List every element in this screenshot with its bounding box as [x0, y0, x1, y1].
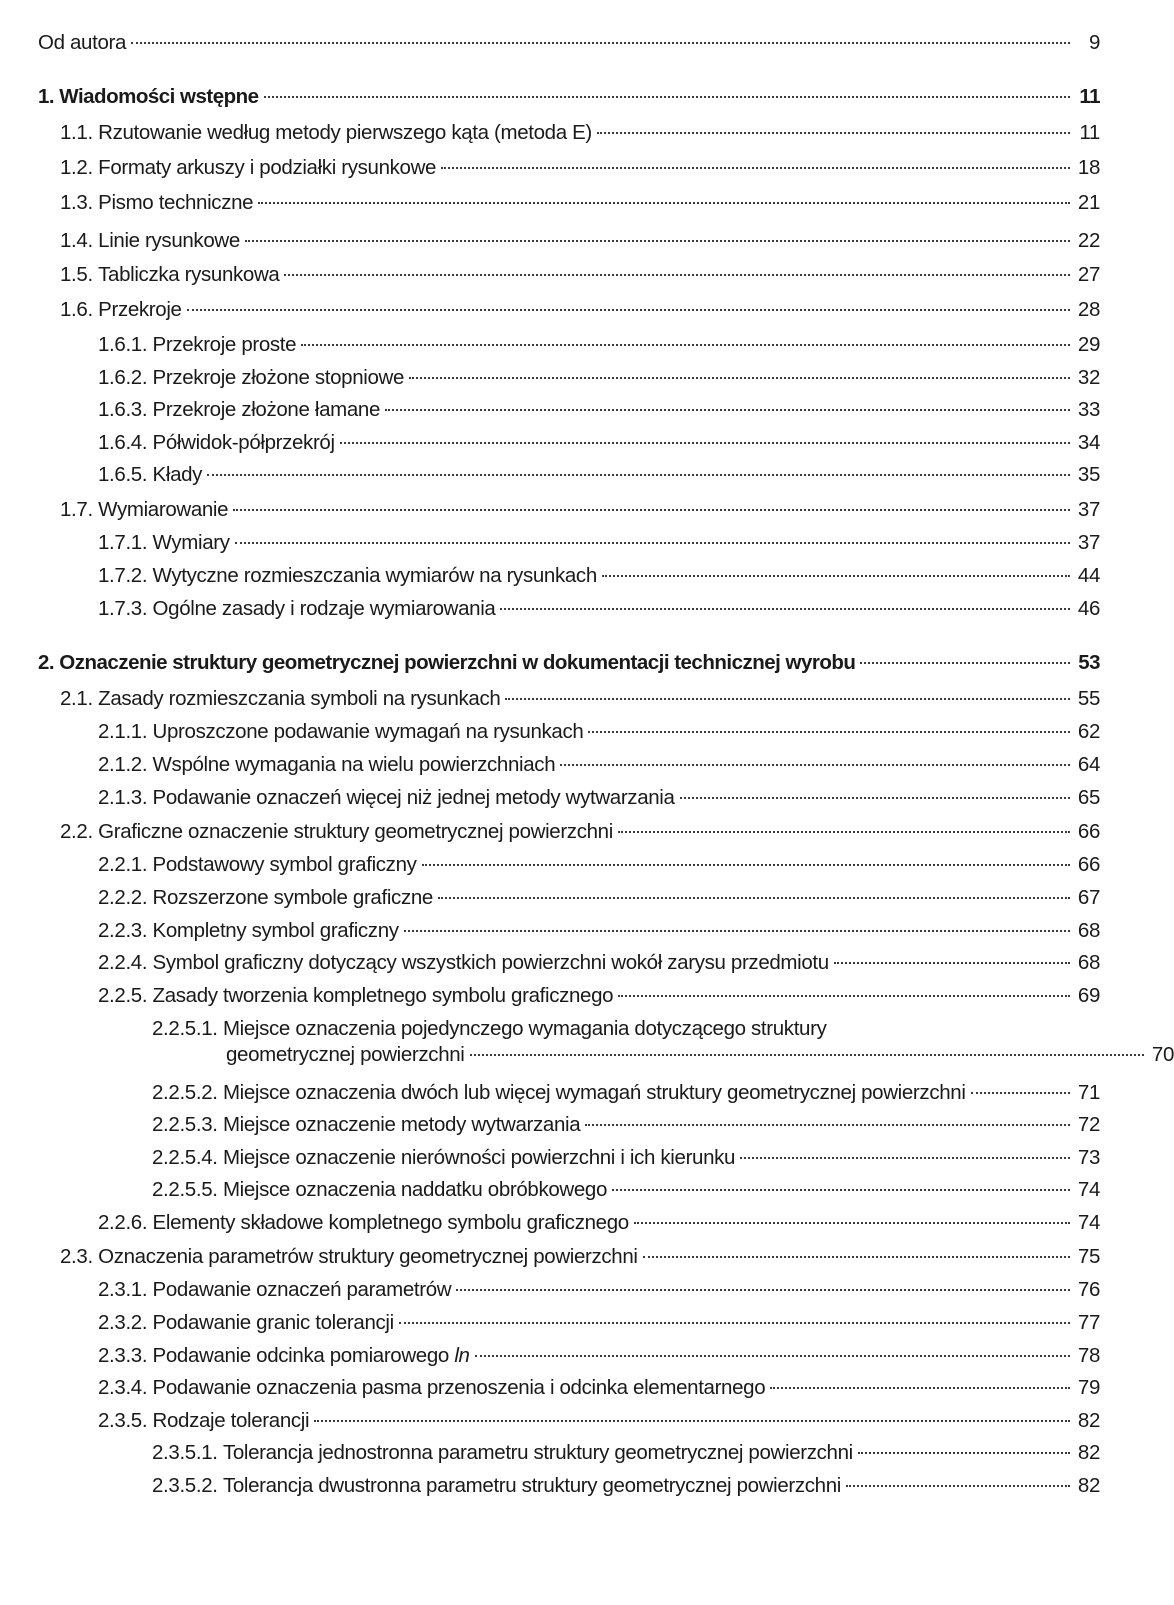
- toc-page-number: 78: [1077, 1344, 1100, 1367]
- toc-page-number: 18: [1077, 156, 1100, 179]
- toc-entry-line: [98, 430, 1100, 456]
- toc-title: Przekroje złożone łamane: [152, 398, 381, 421]
- toc-page-number: 21: [1077, 191, 1100, 214]
- toc-entry: [60, 297, 1100, 323]
- toc-entry: [60, 686, 1100, 712]
- toc-number: 1.7.3.: [98, 597, 153, 620]
- toc-number: 1.6.: [60, 298, 99, 321]
- toc-entry-line: [60, 155, 1100, 181]
- toc-entry: [98, 462, 1100, 488]
- dot-leader: [634, 1222, 1070, 1224]
- toc-entry: [38, 30, 1100, 56]
- toc-entry-line: [98, 852, 1100, 878]
- toc-number: 2.2.5.4.: [152, 1146, 223, 1169]
- toc-entry-line: [60, 120, 1100, 146]
- toc-title: Półwidok-półprzekrój: [152, 431, 335, 454]
- toc-page-number: 74: [1077, 1178, 1100, 1201]
- toc-title: Rzutowanie według metody pierwszego kąta (metoda E): [98, 121, 592, 144]
- toc-entry-line: [98, 885, 1100, 911]
- toc-entry-line: [38, 650, 1100, 676]
- toc-entry: [98, 1408, 1100, 1434]
- toc-page-number: 37: [1077, 531, 1100, 554]
- toc-number: 1.6.5.: [98, 463, 153, 486]
- toc-number: 2.2.4.: [98, 951, 153, 974]
- toc-number: 1.3.: [60, 191, 99, 214]
- toc-entry-line: [98, 950, 1100, 976]
- toc-title: Rodzaje tolerancji: [152, 1409, 310, 1432]
- toc-title: Podawanie odcinka pomiarowego ln: [152, 1344, 470, 1367]
- toc-entry: [98, 365, 1100, 391]
- toc-number: 2.2.3.: [98, 919, 153, 942]
- toc-entry-line: [98, 462, 1100, 488]
- toc-title: Miejsce oznaczenia naddatku obróbkowego: [222, 1178, 608, 1201]
- dot-leader: [422, 864, 1070, 866]
- dot-leader: [404, 930, 1070, 932]
- toc-page-number: 72: [1077, 1113, 1100, 1136]
- toc-page-number: 66: [1077, 820, 1100, 843]
- toc-number: 2.3.4.: [98, 1376, 153, 1399]
- toc-title: Miejsce oznaczenia dwóch lub więcej wymagań struktury geometrycznej powierzchni: [222, 1081, 966, 1104]
- dot-leader: [612, 1189, 1070, 1191]
- dot-leader: [264, 96, 1070, 98]
- dot-leader: [301, 344, 1070, 346]
- toc-page-number: 29: [1077, 333, 1100, 356]
- toc-entry: [152, 1016, 1174, 1068]
- dot-leader: [475, 1355, 1070, 1357]
- toc-title: Symbol graficzny dotyczący wszystkich powierzchni wokół zarysu przedmiotu: [152, 951, 829, 974]
- dot-leader: [399, 1322, 1070, 1324]
- toc-entry: [152, 1473, 1100, 1499]
- toc-title: Podawanie oznaczeń więcej niż jednej metody wytwarzania: [152, 786, 675, 809]
- toc-title: Przekroje złożone stopniowe: [152, 366, 405, 389]
- toc-title: Oznaczenia parametrów struktury geometrycznej powierzchni: [98, 1245, 638, 1268]
- dot-leader: [284, 274, 1070, 276]
- toc-title: Podstawowy symbol graficzny: [152, 853, 417, 876]
- toc-page-number: 67: [1077, 886, 1100, 909]
- toc-title: Od autora: [38, 31, 127, 54]
- toc-number: 2.2.: [60, 820, 99, 843]
- toc-entry: [152, 1440, 1100, 1466]
- toc-entry: [98, 596, 1100, 622]
- toc-entry-line: [98, 365, 1100, 391]
- toc-entry-line: [38, 30, 1100, 56]
- toc-page-number: 35: [1077, 463, 1100, 486]
- dot-leader: [971, 1092, 1070, 1094]
- toc-entry: [98, 1210, 1100, 1236]
- toc-entry-line: [98, 332, 1100, 358]
- toc-entry-line: [60, 819, 1100, 845]
- toc-page-number: 11: [1079, 121, 1100, 144]
- dot-leader: [860, 662, 1070, 664]
- toc-number: 1.7.1.: [98, 531, 153, 554]
- toc-entry: [60, 155, 1100, 181]
- toc-entry: [98, 1310, 1100, 1336]
- toc-entry: [60, 819, 1100, 845]
- toc-title: Podawanie oznaczeń parametrów: [152, 1278, 452, 1301]
- toc-entry: [152, 1112, 1100, 1138]
- dot-leader: [438, 897, 1070, 899]
- toc-entry: [98, 918, 1100, 944]
- toc-page-number: 53: [1078, 651, 1100, 674]
- dot-leader: [187, 309, 1070, 311]
- toc-number: 1.6.1.: [98, 333, 153, 356]
- toc-entry: [98, 950, 1100, 976]
- toc-title: Przekroje proste: [152, 333, 297, 356]
- toc-number: 1.1.: [60, 121, 99, 144]
- toc-entry-line: [98, 530, 1100, 556]
- toc-entry: [60, 120, 1100, 146]
- toc-number: 2.3.1.: [98, 1278, 153, 1301]
- toc-page-number: 64: [1077, 753, 1100, 776]
- dot-leader: [385, 409, 1070, 411]
- dot-leader: [441, 167, 1070, 169]
- toc-number: 1.4.: [60, 229, 99, 252]
- toc-entry-line: [60, 686, 1100, 712]
- toc-number: 1.6.4.: [98, 431, 153, 454]
- toc-page-number: 22: [1077, 229, 1100, 252]
- toc-title: Ogólne zasady i rodzaje wymiarowania: [152, 597, 496, 620]
- toc-entry-line: [38, 84, 1100, 110]
- toc-page-number: 76: [1077, 1278, 1100, 1301]
- toc-entry-line: [98, 785, 1100, 811]
- toc-title: Pismo techniczne: [98, 191, 254, 214]
- toc-page-number: 74: [1077, 1211, 1100, 1234]
- toc-entry-line: [98, 1310, 1100, 1336]
- toc-entry-line: [98, 563, 1100, 589]
- toc-entry: [98, 430, 1100, 456]
- toc-entry: [98, 852, 1100, 878]
- toc-entry-line: [152, 1473, 1100, 1499]
- toc-entry: [60, 497, 1100, 523]
- toc-number: 2.1.1.: [98, 720, 153, 743]
- toc-entry: [152, 1177, 1100, 1203]
- toc-page-number: 11: [1079, 85, 1100, 108]
- dot-leader: [846, 1485, 1070, 1487]
- toc-page-number: 32: [1077, 366, 1100, 389]
- dot-leader: [340, 442, 1070, 444]
- toc-entry-line: [60, 228, 1100, 254]
- toc-page-number: 71: [1077, 1081, 1100, 1104]
- toc-title: Kłady: [152, 463, 203, 486]
- toc-number: 1.7.2.: [98, 564, 153, 587]
- toc-number: 2.2.1.: [98, 853, 153, 876]
- toc-number: 1.5.: [60, 263, 99, 286]
- dot-leader: [207, 474, 1070, 476]
- toc-entry: [60, 262, 1100, 288]
- toc-entry-line: [152, 1080, 1100, 1106]
- toc-entry: [98, 563, 1100, 589]
- toc-entry: [38, 650, 1100, 676]
- toc-title: Uproszczone podawanie wymagań na rysunkach: [152, 720, 584, 743]
- toc-entry-first-line: [152, 1016, 1100, 1042]
- toc-page-number: 68: [1077, 951, 1100, 974]
- dot-leader: [597, 132, 1070, 134]
- dot-leader: [834, 962, 1070, 964]
- dot-leader: [560, 764, 1070, 766]
- toc-entry: [98, 1375, 1100, 1401]
- toc-title: Linie rysunkowe: [98, 229, 240, 252]
- toc-number: 2.2.5.: [98, 984, 153, 1007]
- toc-entry-line: [98, 1408, 1100, 1434]
- toc-entry: [98, 752, 1100, 778]
- dot-leader: [470, 1054, 1144, 1056]
- toc-number: 2.3.2.: [98, 1311, 153, 1334]
- dot-leader: [588, 731, 1070, 733]
- toc-title: Rozszerzone symbole graficzne: [152, 886, 433, 909]
- toc-title: Graficzne oznaczenie struktury geometrycznej powierzchni: [98, 820, 613, 843]
- toc-entry-line: [98, 1277, 1100, 1303]
- toc-page-number: 37: [1077, 498, 1100, 521]
- toc-number: 2.3.5.: [98, 1409, 153, 1432]
- toc-page-number: 75: [1077, 1245, 1100, 1268]
- toc-entry-line: [152, 1145, 1100, 1171]
- toc-entry: [60, 228, 1100, 254]
- toc-number: 2.3.3.: [98, 1344, 153, 1367]
- toc-title-continued: geometrycznej powierzchni: [226, 1043, 465, 1066]
- toc-title: Miejsce oznaczenie nierówności powierzchni i ich kierunku: [222, 1146, 736, 1169]
- toc-entry: [60, 1244, 1100, 1270]
- toc-entry-line: [60, 190, 1100, 216]
- toc-entry-line: [98, 1375, 1100, 1401]
- toc-number: 2.1.2.: [98, 753, 153, 776]
- toc-title: Formaty arkuszy i podziałki rysunkowe: [98, 156, 437, 179]
- toc-page-number: 34: [1077, 431, 1100, 454]
- dot-leader: [409, 377, 1070, 379]
- toc-page-number: 28: [1077, 298, 1100, 321]
- dot-leader: [680, 797, 1070, 799]
- toc-number: 1.2.: [60, 156, 99, 179]
- toc-entry: [98, 1277, 1100, 1303]
- toc-title: Zasady rozmieszczania symboli na rysunkach: [98, 687, 501, 710]
- toc-number: 2.2.5.1.: [152, 1017, 223, 1040]
- toc-entry: [98, 530, 1100, 556]
- dot-leader: [858, 1452, 1070, 1454]
- toc-page-number: 55: [1077, 687, 1100, 710]
- toc-entry: [98, 1343, 1100, 1369]
- toc-entry-line: [60, 262, 1100, 288]
- dot-leader: [131, 42, 1070, 44]
- toc-title: Tabliczka rysunkowa: [98, 263, 280, 286]
- toc-title: Podawanie granic tolerancji: [152, 1311, 394, 1334]
- dot-leader: [602, 575, 1070, 577]
- toc-title: Wytyczne rozmieszczania wymiarów na rysunkach: [152, 564, 597, 587]
- toc-entry: [98, 332, 1100, 358]
- toc-page-number: 69: [1077, 984, 1100, 1007]
- toc-page-number: 70: [1151, 1043, 1174, 1066]
- toc-page-number: 73: [1077, 1146, 1100, 1169]
- toc-page-number: 9: [1088, 31, 1100, 54]
- toc-entry-line: [60, 1244, 1100, 1270]
- toc-page-number: 68: [1077, 919, 1100, 942]
- toc-title: Tolerancja jednostronna parametru struktury geometrycznej powierzchni: [222, 1441, 853, 1464]
- toc-entry-line: [152, 1042, 1174, 1068]
- toc-entry-line: [98, 752, 1100, 778]
- toc-title: Elementy składowe kompletnego symbolu graficznego: [152, 1211, 629, 1234]
- toc-number: 1.: [38, 85, 60, 108]
- toc-number: 2.3.5.2.: [152, 1474, 223, 1497]
- toc-entry: [98, 719, 1100, 745]
- toc-number: 2.2.6.: [98, 1211, 153, 1234]
- dot-leader: [643, 1256, 1070, 1258]
- dot-leader: [258, 202, 1070, 204]
- toc-title: Zasady tworzenia kompletnego symbolu graficznego: [152, 984, 614, 1007]
- toc-page-number: 27: [1077, 263, 1100, 286]
- toc-number: 1.6.3.: [98, 398, 153, 421]
- toc-number: 1.7.: [60, 498, 99, 521]
- toc-page-number: 46: [1077, 597, 1100, 620]
- toc-number: 2.1.: [60, 687, 99, 710]
- dot-leader: [233, 509, 1070, 511]
- toc-page-number: 66: [1077, 853, 1100, 876]
- toc-entry-line: [98, 1210, 1100, 1236]
- toc-page-number: 82: [1077, 1474, 1100, 1497]
- toc-number: 2.3.: [60, 1245, 99, 1268]
- toc-entry-line: [60, 497, 1100, 523]
- toc-entry-line: [98, 1343, 1100, 1369]
- toc-number: 2.: [38, 651, 60, 674]
- toc-title: Miejsce oznaczenie metody wytwarzania: [222, 1113, 581, 1136]
- toc-entry-line: [152, 1112, 1100, 1138]
- toc-entry-line: [60, 297, 1100, 323]
- dot-leader: [740, 1157, 1070, 1159]
- toc-title: Wiadomości wstępne: [59, 85, 259, 108]
- toc-number: 2.2.5.5.: [152, 1178, 223, 1201]
- toc-entry-line: [98, 918, 1100, 944]
- toc-entry-line: [152, 1440, 1100, 1466]
- toc-entry-line: [98, 596, 1100, 622]
- toc-page-number: 82: [1077, 1409, 1100, 1432]
- toc-page-number: 79: [1077, 1376, 1100, 1399]
- dot-leader: [235, 542, 1070, 544]
- toc-title: Kompletny symbol graficzny: [152, 919, 399, 942]
- toc-number: 2.2.2.: [98, 886, 153, 909]
- toc-title: Przekroje: [98, 298, 182, 321]
- toc-page-number: 62: [1077, 720, 1100, 743]
- toc-entry: [38, 84, 1100, 110]
- dot-leader: [505, 698, 1070, 700]
- toc-page-number: 44: [1077, 564, 1100, 587]
- dot-leader: [770, 1387, 1070, 1389]
- toc-entry: [98, 983, 1100, 1009]
- toc-entry-line: [98, 397, 1100, 423]
- toc-title: Wymiarowanie: [98, 498, 229, 521]
- toc-number: 1.6.2.: [98, 366, 153, 389]
- toc-page-number: 65: [1077, 786, 1100, 809]
- toc-number: 2.1.3.: [98, 786, 153, 809]
- toc-number: 2.2.5.2.: [152, 1081, 223, 1104]
- toc-title: Tolerancja dwustronna parametru struktury geometrycznej powierzchni: [222, 1474, 841, 1497]
- toc-title: Miejsce oznaczenia pojedynczego wymagania dotyczącego struktury: [222, 1017, 827, 1040]
- dot-leader: [314, 1420, 1070, 1422]
- dot-leader: [618, 995, 1070, 997]
- toc-title: Wspólne wymagania na wielu powierzchniach: [152, 753, 556, 776]
- dot-leader: [245, 240, 1070, 242]
- toc-page-number: 82: [1077, 1441, 1100, 1464]
- toc-entry: [98, 397, 1100, 423]
- dot-leader: [500, 608, 1070, 610]
- toc-number: 2.3.5.1.: [152, 1441, 223, 1464]
- toc-entry: [152, 1080, 1100, 1106]
- toc-entry: [98, 785, 1100, 811]
- dot-leader: [618, 831, 1070, 833]
- toc-entry-line: [152, 1177, 1100, 1203]
- toc-page-number: 77: [1077, 1311, 1100, 1334]
- toc-entry-line: [98, 983, 1100, 1009]
- toc-entry: [60, 190, 1100, 216]
- toc-page-number: 33: [1077, 398, 1100, 421]
- toc-entry-line: [98, 719, 1100, 745]
- toc-entry: [98, 885, 1100, 911]
- toc-entry: [152, 1145, 1100, 1171]
- dot-leader: [456, 1289, 1070, 1291]
- dot-leader: [585, 1124, 1070, 1126]
- toc-title: Podawanie oznaczenia pasma przenoszenia i odcinka elementarnego: [152, 1376, 766, 1399]
- toc-title: Oznaczenie struktury geometrycznej powierzchni w dokumentacji technicznej wyrobu: [59, 651, 856, 674]
- toc-title: Wymiary: [152, 531, 230, 554]
- toc-title-italic: ln: [454, 1344, 470, 1367]
- toc-number: 2.2.5.3.: [152, 1113, 223, 1136]
